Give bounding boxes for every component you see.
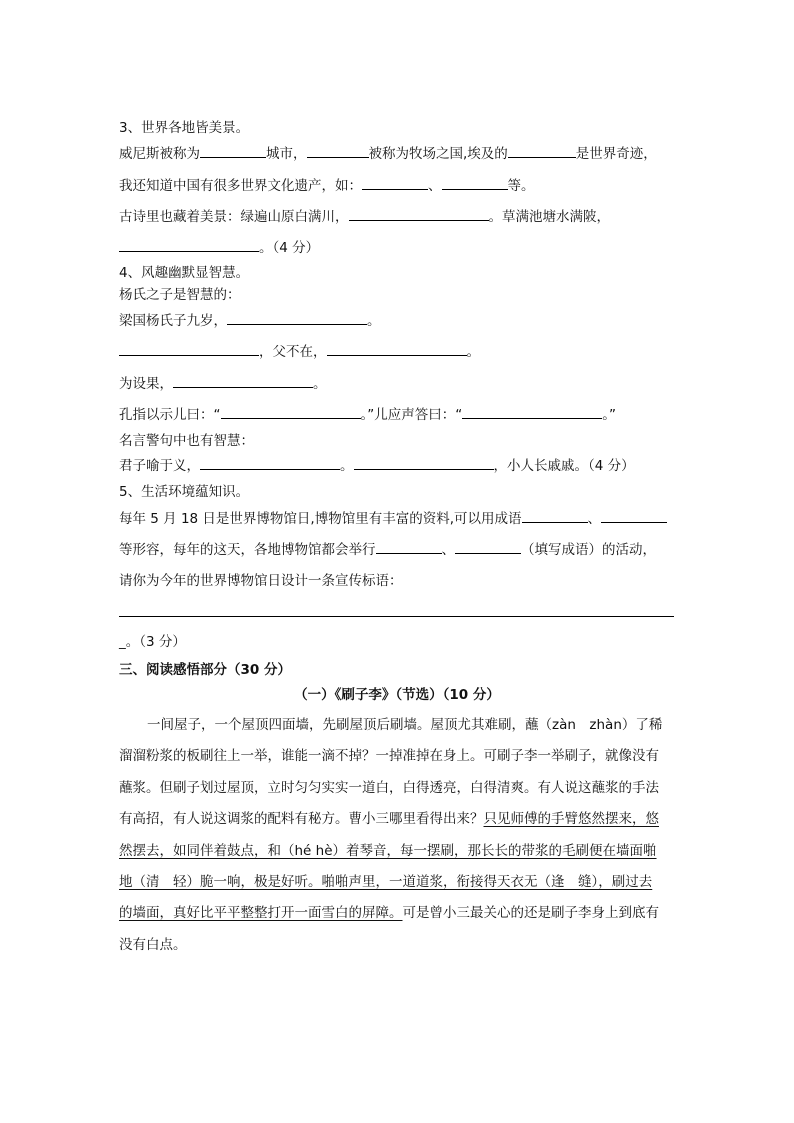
answer-blank[interactable] (522, 510, 588, 523)
passage-line-3: 蘸浆。但刷子划过屋顶，立时匀匀实实一道白，白得透亮，白得清爽。有人说这蘸浆的手法 (119, 780, 659, 796)
answer-blank[interactable] (601, 510, 667, 523)
text: 孔指以示儿曰：“ (119, 407, 221, 423)
section-5-line-1 (119, 510, 667, 528)
section-5-line-4: _。（3 分） (119, 634, 186, 650)
passage-line-1: 一间屋子，一个屋顶四面墙，先刷屋顶后刷墙。屋顶尤其难刷，蘸（zàn zhàn）了稀 (147, 717, 663, 733)
section-3-line-1 (119, 145, 657, 163)
answer-blank[interactable] (508, 145, 576, 158)
text: 。 (466, 344, 480, 360)
section-3-line-4 (119, 239, 319, 257)
section-4-line-2 (119, 343, 480, 361)
section-4-sub-1: 杨氏之子是智慧的： (119, 287, 241, 303)
section-5-heading: 5、生活环境蕴知识。 (119, 484, 250, 500)
text: 为设果， (119, 376, 173, 392)
section-4-sub-2: 名言警句中也有智慧： (119, 433, 254, 449)
answer-blank[interactable] (362, 177, 428, 190)
section-4-heading: 4、风趣幽默显智慧。 (119, 265, 250, 281)
answer-blank[interactable] (307, 145, 369, 158)
text: 我还知道中国有很多世界文化遗产，如： (119, 178, 362, 194)
answer-blank[interactable] (221, 406, 361, 419)
answer-blank[interactable] (376, 541, 442, 554)
text: ，小人长戚戚。（4 分） (493, 458, 635, 474)
passage-line-4 (119, 810, 659, 828)
text: 。草满池塘水满陂， (488, 209, 610, 225)
text: ，父不在， (259, 344, 327, 360)
part-3-heading: 三、阅读感悟部分（30 分） (119, 662, 291, 678)
text: 可是曾小三最关心的还是刷子李身上到底有 (402, 905, 659, 921)
text: 是世界奇迹， (575, 146, 657, 162)
section-4-line-1 (119, 312, 381, 330)
passage-line-7 (119, 904, 659, 922)
answer-blank[interactable] (119, 343, 259, 356)
text: 。（4 分） (259, 240, 320, 256)
passage-line-8: 没有白点。 (119, 937, 187, 953)
text: （填写成语）的活动， (521, 542, 656, 558)
section-3-line-2 (119, 177, 535, 195)
section-5-line-3: 请你为今年的世界博物馆日设计一条宣传标语： (119, 573, 403, 589)
text: 。 (367, 313, 381, 329)
text: 梁国杨氏子九岁， (119, 313, 227, 329)
answer-blank[interactable] (227, 312, 367, 325)
text: 。 (313, 376, 327, 392)
text: 被称为牧场之国,埃及的 (368, 146, 508, 162)
text: 等形容，每年的这天，各地博物馆都会举行 (119, 542, 376, 558)
underlined-text: 的墙面，真好比平平整整打开一面雪白的屏障。 (119, 905, 403, 921)
passage-line-6: 地（清 轻）脆一响，极是好听。啪啪声里，一道道浆，衔接得天衣无（逢 缝），刷过去 (119, 874, 653, 890)
answer-blank[interactable] (119, 239, 259, 252)
section-4-line-4 (119, 406, 616, 424)
slogan-answer-line[interactable] (119, 616, 674, 617)
answer-blank[interactable] (354, 457, 494, 470)
answer-blank[interactable] (200, 145, 266, 158)
text: 每年 5 月 18 日是世界博物馆日,博物馆里有丰富的资料,可以用成语 (119, 511, 522, 527)
text: 、 (587, 511, 602, 527)
answer-blank[interactable] (173, 375, 313, 388)
text: 等。 (507, 178, 535, 194)
section-3-line-3 (119, 208, 610, 226)
answer-blank[interactable] (455, 541, 521, 554)
section-3-heading: 3、世界各地皆美景。 (119, 120, 250, 136)
text: 君子喻于义， (119, 458, 200, 474)
answer-blank[interactable] (462, 406, 602, 419)
answer-blank[interactable] (349, 208, 489, 221)
underlined-text: 只见师傅的手臂悠然摆来，悠 (483, 811, 659, 827)
section-5-line-2 (119, 541, 656, 559)
text: 。 (340, 458, 354, 474)
text: 威尼斯被称为 (119, 146, 200, 162)
text: 、 (428, 178, 442, 194)
text: 、 (441, 542, 455, 558)
text: 城市， (266, 146, 307, 162)
text: 。”儿应声答曰：“ (360, 407, 463, 423)
text: 有高招，有人说这调浆的配料有秘方。曹小三哪里看得出来？ (119, 811, 484, 827)
answer-blank[interactable] (327, 343, 467, 356)
section-4-line-5 (119, 457, 635, 475)
passage-line-5: 然摆去，如同伴着鼓点，和（hé hè）着琴音，每一摆刷，那长长的带浆的毛刷便在墙面啪 (119, 843, 657, 859)
text: 。” (602, 407, 616, 423)
text: 古诗里也藏着美景：绿遍山原白满川， (119, 209, 349, 225)
passage-line-2: 溜溜粉浆的板刷往上一举，谁能一滴不掉？一掉准掉在身上。可刷子李一举刷子，就像没有 (119, 748, 659, 764)
answer-blank[interactable] (200, 457, 340, 470)
answer-blank[interactable] (442, 177, 508, 190)
passage-title: （一）《刷子李》（节选）（10 分） (294, 687, 500, 703)
section-4-line-3 (119, 375, 327, 393)
